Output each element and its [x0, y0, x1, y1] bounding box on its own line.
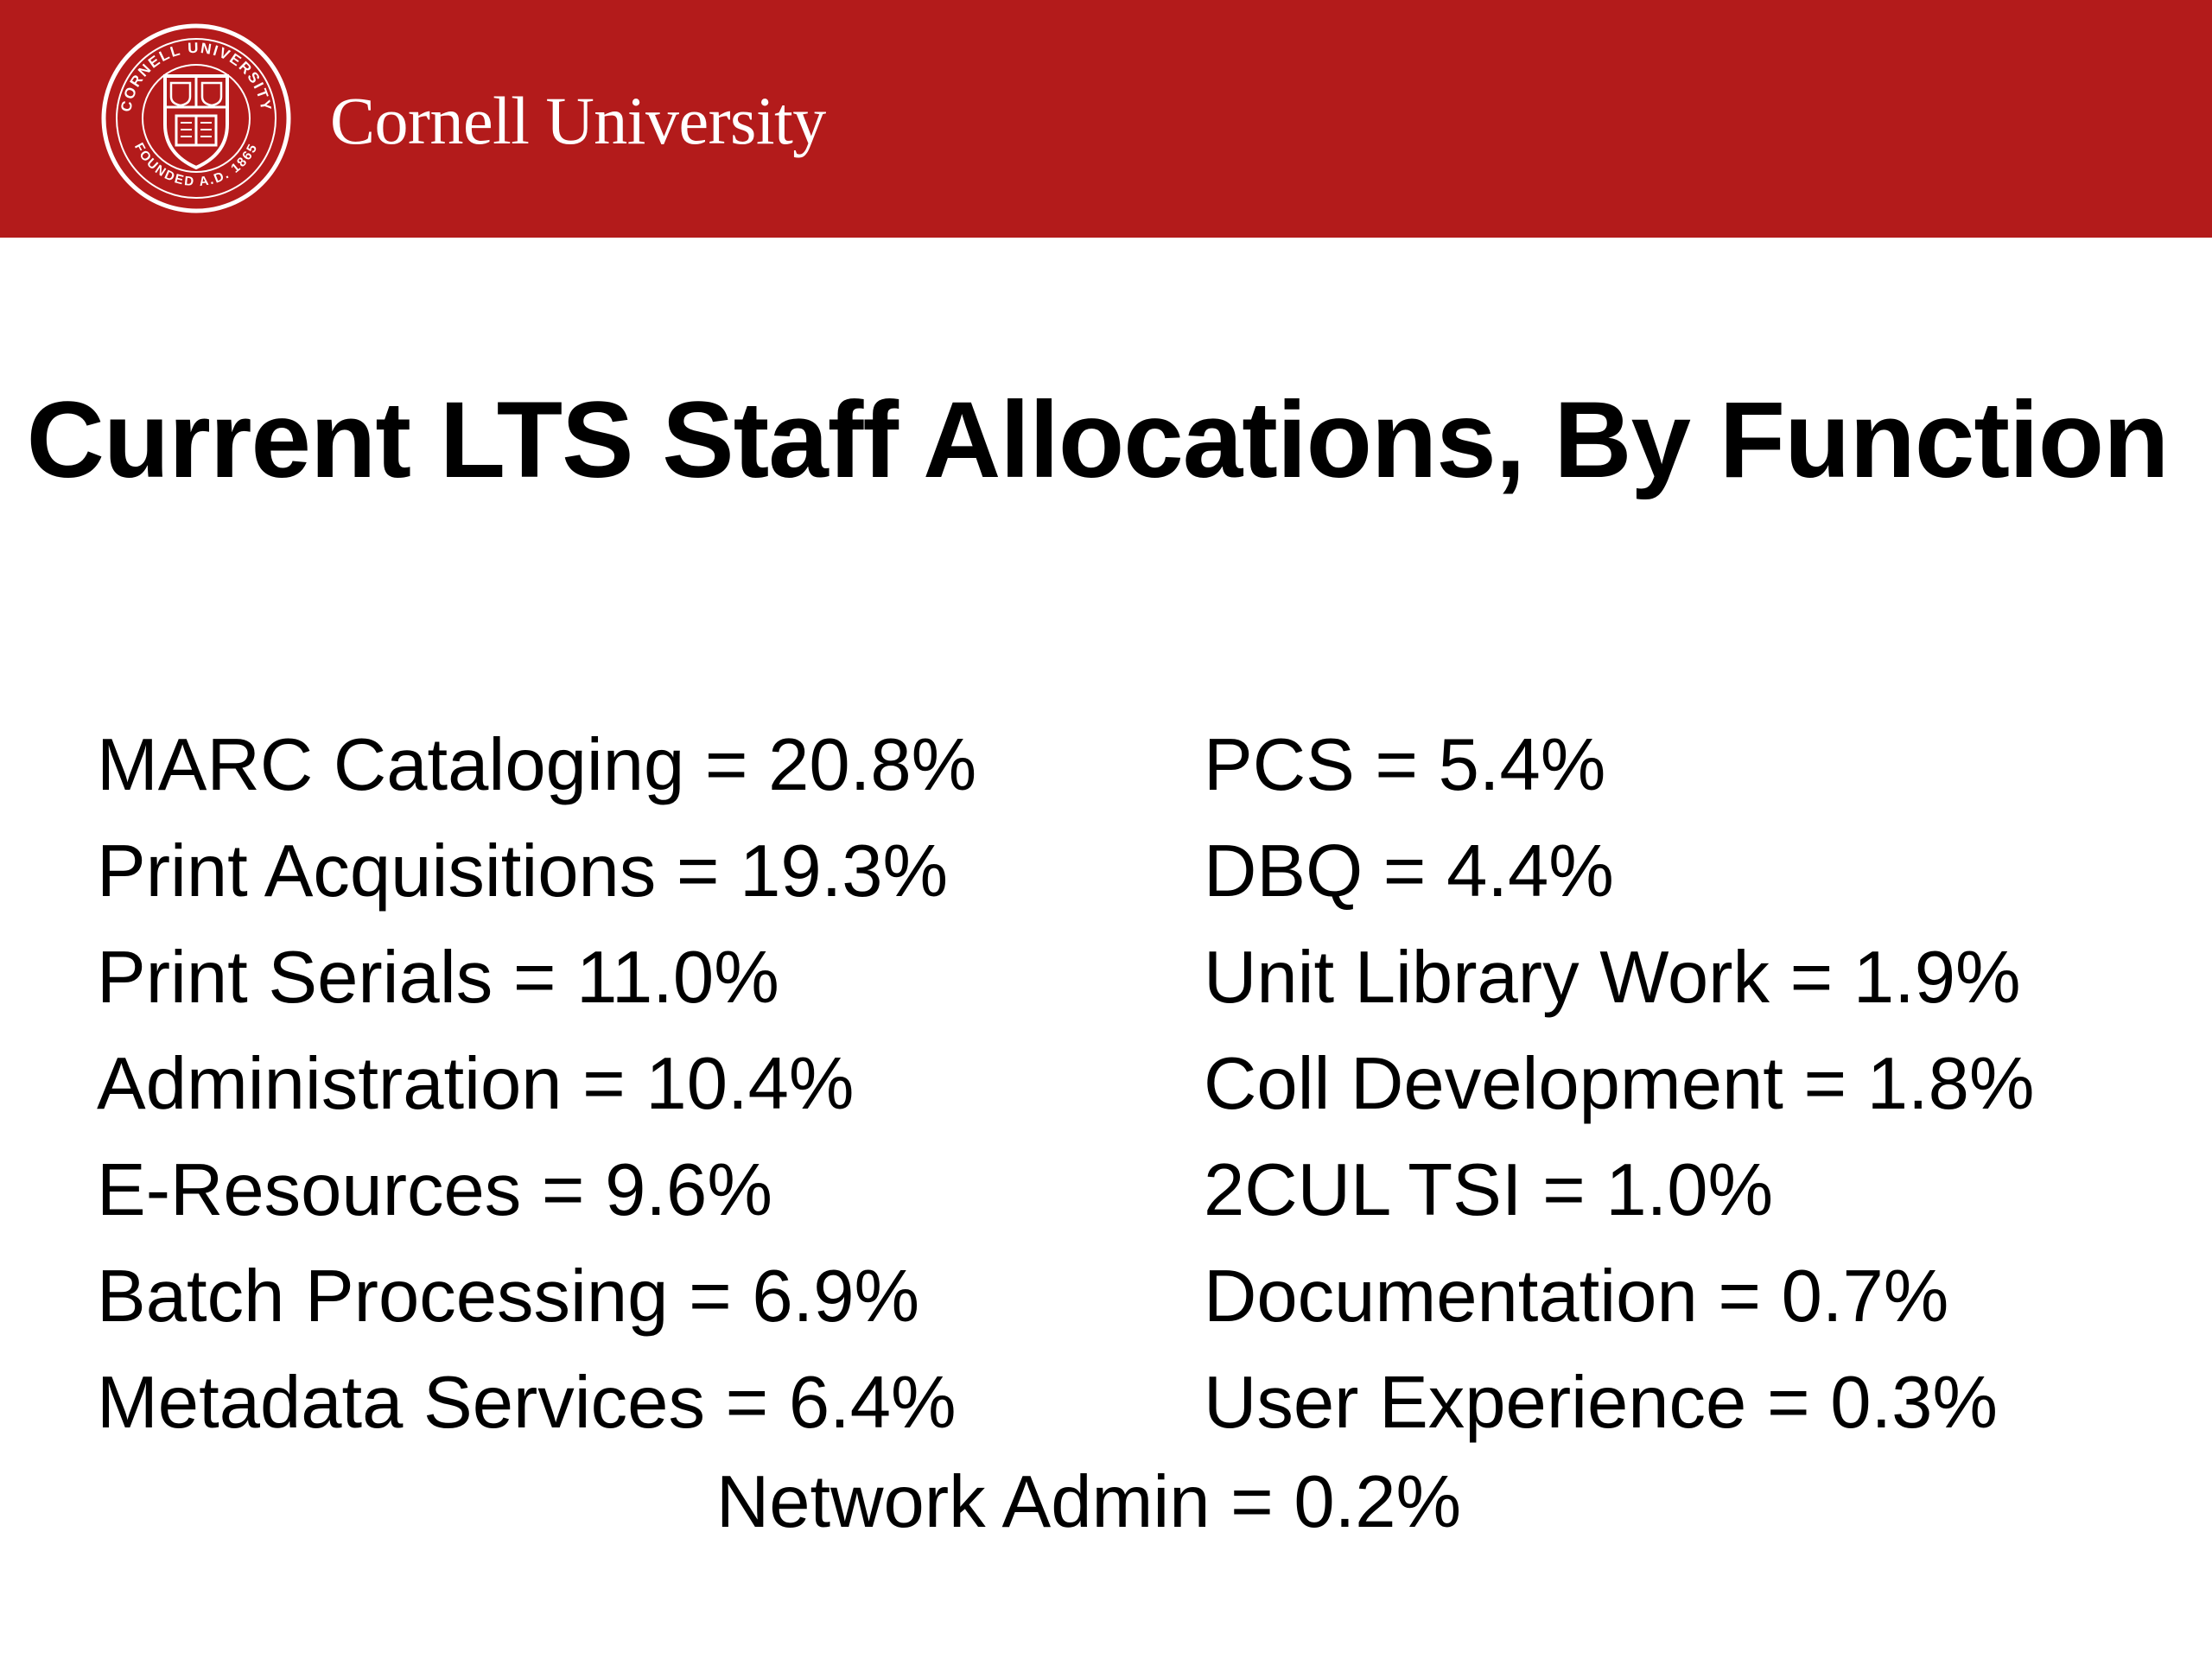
allocation-item: Administration = 10.4% [97, 1043, 855, 1125]
allocation-item: Documentation = 0.7% [1204, 1255, 1949, 1338]
university-wordmark: Cornell University [330, 83, 826, 158]
allocation-item: Coll Development = 1.8% [1204, 1043, 2035, 1125]
allocation-item: Print Acquisitions = 19.3% [97, 830, 949, 912]
allocation-item: Print Serials = 11.0% [97, 937, 779, 1019]
seal-text-bottom: FOUNDED A.D. 1865 [131, 140, 261, 190]
allocation-item: MARC Cataloging = 20.8% [97, 724, 977, 806]
allocation-list-left [97, 712, 976, 1456]
allocation-item: Metadata Services = 6.4% [97, 1362, 957, 1444]
allocation-item: Batch Processing = 6.9% [97, 1255, 920, 1338]
allocation-item: PCS = 5.4% [1204, 724, 1606, 806]
allocation-list-right [1204, 712, 2034, 1456]
header-band [0, 0, 2212, 238]
allocation-item: 2CUL TSI = 1.0% [1204, 1149, 1774, 1231]
allocation-item: DBQ = 4.4% [1204, 830, 1614, 912]
allocation-item: User Experience = 0.3% [1204, 1362, 1998, 1444]
allocation-item-network-admin: Network Admin = 0.2% [715, 1461, 1462, 1543]
allocation-item: E-Resources = 9.6% [97, 1149, 772, 1231]
seal-text-top: CORNELL UNIVERSITY [118, 39, 275, 113]
allocation-item: Unit Library Work = 1.9% [1204, 937, 2021, 1019]
slide-title: Current LTS Staff Allocations, By Function [26, 380, 2169, 500]
cornell-seal-logo [100, 22, 292, 214]
